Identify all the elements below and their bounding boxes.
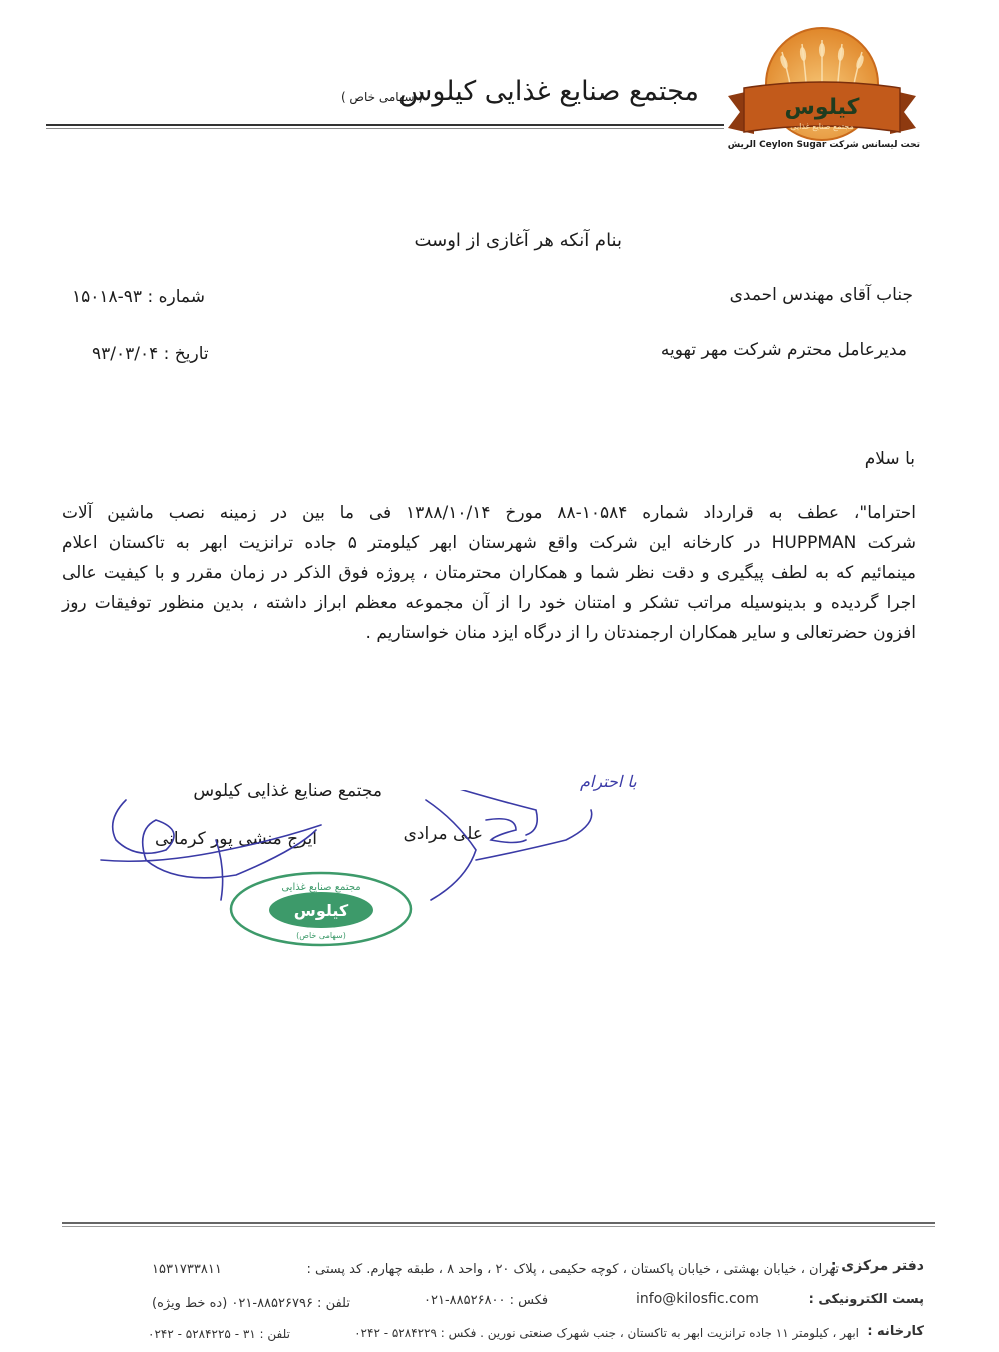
opening-phrase: بنام آنکه هر آغازی از اوست xyxy=(414,230,622,251)
handwritten-note: با احترام xyxy=(580,772,637,791)
signatory-2-name: علی مرادی xyxy=(403,824,483,844)
letter-number-value: ۹۳-۱۵۰۱۸ xyxy=(72,287,143,307)
central-office-address: تهران ، خیابان بهشتی ، خیابان پاکستان ، کوچه حکیمی ، پلاک ۲۰ ، واحد ۸ ، طبقه چهارم. کد پستی : xyxy=(306,1262,839,1277)
company-name: مجتمع صنایع غذایی کیلوس xyxy=(399,76,699,107)
body-line: شرکت HUPPMAN در کارخانه این شرکت واقع شهرستان ابهر کیلومتر ۵ جاده ترانزیت ابهر به تاکستان اعلام xyxy=(62,533,916,553)
tehran-phone: تلفن : ۸۸۵۲۶۷۹۶-۰۲۱ (ده خط ویژه) xyxy=(152,1296,350,1311)
stamp-center-text: کیلوس xyxy=(293,901,349,920)
greeting: با سلام xyxy=(864,449,915,469)
email-label: پست الکترونیکی : xyxy=(808,1292,924,1307)
logo-brand: کیلوس xyxy=(784,95,860,120)
signatory-1-name: ایرج منشی پور کرمانی xyxy=(155,829,317,849)
signature-company: مجتمع صنایع غذایی کیلوس xyxy=(193,781,382,801)
body-line: اجرا گردیده و بدینوسیله مراتب تشکر و امتنان خود را از آن مجموعه معظم ابراز داشته ، بدین منظور توفیقات روز xyxy=(62,593,916,613)
company-stamp xyxy=(228,870,414,948)
postal-code: ۱۵۳۱۷۳۳۸۱۱ xyxy=(152,1262,222,1277)
letter-date-value: ۹۳/۰۳/۰۴ xyxy=(92,344,159,364)
letter-date-label: تاریخ : xyxy=(163,344,209,364)
email-address: info@kilosfic.com xyxy=(636,1291,759,1307)
factory-label: کارخانه : xyxy=(867,1324,924,1339)
body-line: افزون حضرتعالی و سایر همکاران ارجمندتان را از درگاه ایزد منان خواستاریم . xyxy=(365,623,916,643)
footer-rule-top xyxy=(62,1222,935,1224)
footer-rule-bottom xyxy=(62,1226,935,1227)
letter-body xyxy=(62,498,916,648)
letter-date xyxy=(92,344,209,364)
stamp-top-text: مجتمع صنایع غذایی xyxy=(281,882,361,893)
header-rule-bottom xyxy=(46,128,724,129)
body-line: احتراما"، عطف به قرارداد شماره ۱۰۵۸۴-۸۸ مورخ ۱۳۸۸/۱۰/۱۴ فی ما بین در زمینه نصب ماشین آلات xyxy=(62,503,916,523)
logo-brand-sub: مجتمع صنایع غذایی xyxy=(790,122,854,131)
factory-address: ابهر ، کیلومتر ۱۱ جاده ترانزیت ابهر به تاکستان ، جنب شهرک صنعتی نورین . فکس : ۵۲۸۴۲۲۹ - ۰۲۴۲ xyxy=(354,1326,859,1340)
company-type: ( سهامی خاص ) xyxy=(340,90,423,104)
factory-phone: تلفن : ۳۱ - ۵۲۸۴۲۲۵ - ۰۲۴۲ xyxy=(148,1327,290,1341)
body-line: مینمائیم که به لطف پیگیری و دقت نظر شما و همکاران محترمتان ، پروژه فوق الذکر در زمان مقرر و با کیفیت عالی xyxy=(62,563,916,583)
stamp-bottom-text: (سهامی خاص) xyxy=(296,931,346,940)
letter-number xyxy=(72,287,205,307)
letter-number-label: شماره : xyxy=(147,287,205,307)
recipient-name: جناب آقای مهندس احمدی xyxy=(729,285,913,305)
logo-tagline: تحت لیسانس شرکت Ceylon Sugar الریش xyxy=(727,140,920,150)
recipient-title: مدیرعامل محترم شرکت مهر تهویه xyxy=(660,340,907,360)
tehran-fax: فکس : ۸۸۵۲۶۸۰۰-۰۲۱ xyxy=(424,1293,549,1308)
central-office-label: دفتر مرکزی : xyxy=(830,1258,924,1274)
header-rule-top xyxy=(46,124,724,126)
